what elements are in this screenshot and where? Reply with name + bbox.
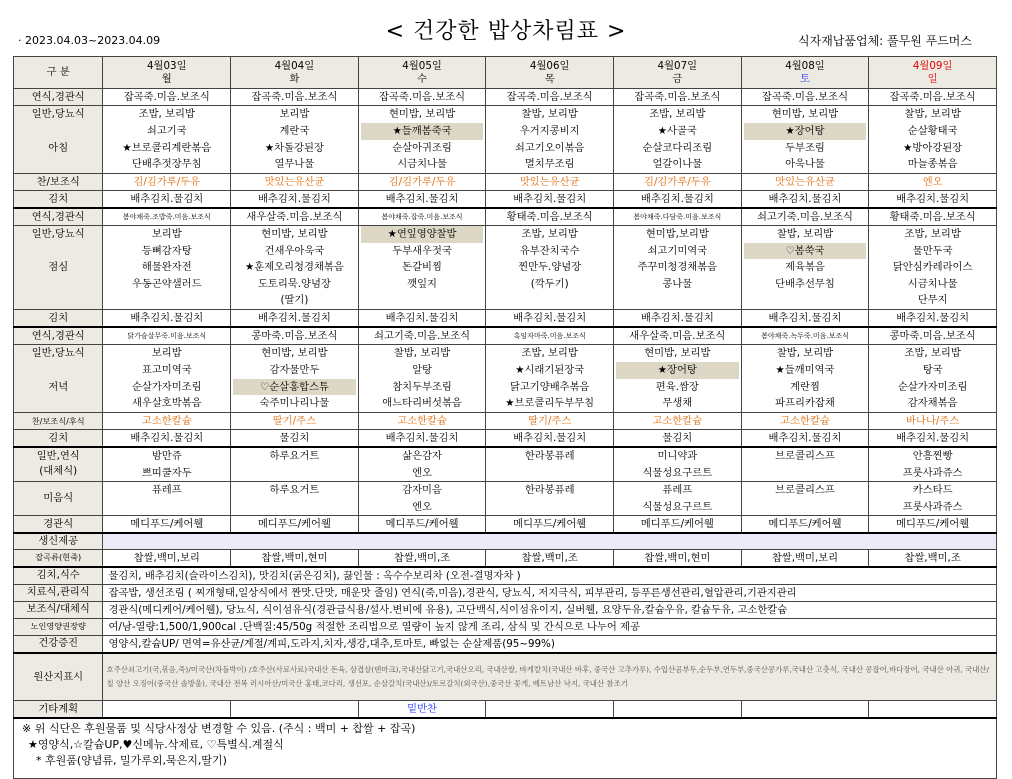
porridge-cell: 잡곡죽.미음.보조식: [741, 89, 869, 106]
grain-cell: 찹쌀,백미,조: [869, 549, 997, 567]
tube-cell: 메디푸드/케어웰: [614, 516, 742, 534]
kimchi-cell: 배추김치.물김치: [741, 430, 869, 448]
page-title: < 건강한 밥상차림표 >: [385, 19, 627, 44]
snack-cell: 맛있는유산균: [486, 174, 614, 191]
menu-cell: 찰밥, 보리밥 ★들깨미역국 계란찜 파프리카잡채: [741, 345, 869, 413]
kimchi-cell: 배추김치.물김치: [741, 310, 869, 328]
tube-feeding-row: [14, 516, 997, 534]
day-header-fri: 4월07일 금: [614, 57, 742, 89]
mieum-cell: 한라봉퓨레: [486, 482, 614, 516]
tube-cell: 메디푸드/케어웰: [358, 516, 486, 534]
porridge-cell: 봄야채죽.조밥죽.미음.보조식: [103, 208, 231, 226]
kimchi-cell: 배추김치.물김치: [614, 191, 742, 209]
grain-cell: 찹쌀,백미,보리: [103, 549, 231, 567]
plan-cell: [869, 701, 997, 719]
other-plan-row: [14, 701, 997, 719]
row-label: 김치,식수: [14, 567, 103, 585]
tube-cell: 메디푸드/케어웰: [231, 516, 359, 534]
porridge-cell: 잡곡죽.미음.보조식: [869, 89, 997, 106]
menu-cell: 조밥, 보리밥 물만두국 닭안심카레라이스 시금치나물 단무지: [869, 226, 997, 310]
kimchi-cell: 배추김치.물김치: [869, 191, 997, 209]
kimchi-cell: 물김치: [231, 430, 359, 448]
menu-table: [13, 56, 997, 779]
kimchi-cell: 배추김치.물김치: [614, 310, 742, 328]
snack-cell: 김/김가루/두유: [103, 174, 231, 191]
info-text: 경관식(메디케어/케어웰), 당뇨식, 식이섬유식(경관급식용/설사.변비에 유용), 고단백식,식이섬유이지, 실버웰, 요양두유,칼슘우유, 칼슘두유, 고소한칼슘: [103, 601, 997, 618]
menu-cell: 현미밥, 보리밥 ★장어탕 편육.쌈장 무생채: [614, 345, 742, 413]
day-header-tue: 4월04일 화: [231, 57, 359, 89]
row-label: 일반,당뇨식 점심: [14, 226, 103, 310]
lunch-main-row: [14, 226, 997, 310]
row-label: 찬/보조식/후식: [14, 413, 103, 430]
menu-cell: 현미밥,보리밥 쇠고기미역국 주꾸미청경채볶음 콩나물: [614, 226, 742, 310]
row-label: 생신제공: [14, 533, 103, 549]
grain-cell: 찹쌀,백미,조: [358, 549, 486, 567]
row-label: 잡곡류(현죽): [14, 549, 103, 567]
porridge-cell: 잡곡죽.미음.보조식: [358, 89, 486, 106]
day-header-sat: 4월08일 토: [741, 57, 869, 89]
dinner-kimchi-row: [14, 430, 997, 448]
notes-line: ※ 위 식단은 후원물품 및 식당사정상 변경할 수 있음. (주식 : 백미 + 찹쌀 + 잡곡): [22, 722, 416, 736]
kimchi-cell: 배추김치.물김치: [103, 430, 231, 448]
mieum-cell: 감자미음 엔오: [358, 482, 486, 516]
alt-cell: 브로콜리스프: [741, 447, 869, 482]
kimchi-cell: 배추김치.물김치: [869, 430, 997, 448]
row-label: 김치: [14, 430, 103, 448]
alt-cell: 하루요거트: [231, 447, 359, 482]
row-label: 김치: [14, 310, 103, 328]
plan-cell: [486, 701, 614, 719]
kimchi-cell: 배추김치.물김치: [486, 430, 614, 448]
notes-line: * 후원품(양념류, 밀가루외,묵은지,딸기): [36, 754, 227, 768]
grain-cell: 찹쌀,백미,조: [486, 549, 614, 567]
porridge-cell: 새우살죽.미음.보조식: [614, 327, 742, 345]
info-text: 여/남-열량:1,500/1,900cal .단백질:45/50g 적절한 조리법으로 열량이 높지 않게 조리, 삼식 및 간식으로 나누어 제공: [103, 618, 997, 635]
porridge-cell: 잡곡죽.미음.보조식: [614, 89, 742, 106]
menu-cell: ★연잎영양찰밥 두부새우젓국 돈갈비찜 깻잎지: [358, 226, 486, 310]
info-row-kimchi: [14, 567, 997, 585]
porridge-cell: 봄야채죽.녹두죽.미음.보조식: [741, 327, 869, 345]
lunch-kimchi-row: [14, 310, 997, 328]
menu-cell: 찰밥, 보리밥 ♡봄쑥국 제육볶음 단배추선무침: [741, 226, 869, 310]
porridge-cell: 쇠고기죽.미음.보조식: [741, 208, 869, 226]
porridge-cell: 잡곡죽.미음.보조식: [103, 89, 231, 106]
plan-cell: 밑반찬: [358, 701, 486, 719]
porridge-cell: 닭가슴살무죽.미음.보조식: [103, 327, 231, 345]
tube-cell: 메디푸드/케어웰: [103, 516, 231, 534]
kimchi-cell: 배추김치.물김치: [103, 310, 231, 328]
snack-cell: 딸기/주스: [486, 413, 614, 430]
kimchi-cell: 물김치: [614, 430, 742, 448]
day-header-thu: 4월06일 목: [486, 57, 614, 89]
breakfast-main-row: [14, 106, 997, 174]
menu-cell: 보리밥 등뼈감자탕 해물완자전 우동곤약샐러드: [103, 226, 231, 310]
kimchi-cell: 배추김치.물김치: [358, 430, 486, 448]
dinner-snack-row: [14, 413, 997, 430]
header-row: [14, 57, 997, 89]
menu-cell: 조밥, 보리밥 쇠고기국 ★브로콜리계란볶음 단배추젓장무침: [103, 106, 231, 174]
porridge-cell: 흑임자마죽.미음.보조식: [486, 327, 614, 345]
dinner-main-row: [14, 345, 997, 413]
kimchi-cell: 배추김치.물김치: [869, 310, 997, 328]
menu-cell: 현미밥, 보리밥 ★장어탕 두부조림 아욱나물: [741, 106, 869, 174]
row-label: 보조식/대체식: [14, 601, 103, 618]
notes: [14, 718, 997, 778]
porridge-cell: 쇠고기죽.미음.보조식: [358, 327, 486, 345]
mieum-row: [14, 482, 997, 516]
porridge-cell: 새우살죽.미음.보조식: [231, 208, 359, 226]
grain-cell: 찹쌀,백미,보리: [741, 549, 869, 567]
header-label: 구 분: [14, 57, 103, 89]
supplier-info: 식자재납품업체: 풀무원 푸드머스: [798, 34, 972, 48]
plan-cell: [231, 701, 359, 719]
menu-cell: 찰밥, 보리밥 우거지콩비지 쇠고기오이볶음 멸치무조림: [486, 106, 614, 174]
mieum-cell: 카스타드 프룻사과쥬스: [869, 482, 997, 516]
snack-cell: 고소한칼슘: [103, 413, 231, 430]
row-label: 일반,당뇨식 저녁: [14, 345, 103, 413]
menu-cell: 현미밥, 보리밥 건새우아욱국 ★훈제오리청경채볶음 도토리묵.양념장 (딸기): [231, 226, 359, 310]
info-row-health: [14, 635, 997, 653]
grain-row: [14, 549, 997, 567]
porridge-cell: 잡곡죽.미음.보조식: [231, 89, 359, 106]
plan-cell: [103, 701, 231, 719]
breakfast-snack-row: [14, 174, 997, 191]
kimchi-cell: 배추김치.물김치: [231, 191, 359, 209]
birthday-cell: [103, 533, 997, 549]
notes-row: [14, 718, 997, 778]
info-row-nutrition: [14, 618, 997, 635]
row-label: 일반,연식 (대체식): [14, 447, 103, 482]
porridge-cell: 봄야채죽.다담죽.미음.보조식: [614, 208, 742, 226]
menu-cell: 현미밥, 보리밥 ★들깨봄죽국 순살아귀조림 시금치나물: [358, 106, 486, 174]
origin-row: [14, 653, 997, 701]
birthday-row: [14, 533, 997, 549]
porridge-cell: 봄야채죽.잡죽.미음.보조식: [358, 208, 486, 226]
menu-cell: 찰밥, 보리밥 순살황태국 ★방아강된장 마늘종볶음: [869, 106, 997, 174]
row-label: 치료식,관리식: [14, 584, 103, 601]
row-label: 기타계획: [14, 701, 103, 719]
mieum-cell: 하루요거트: [231, 482, 359, 516]
menu-cell: 찰밥, 보리밥 알탕 참치두부조림 애느타리버섯볶음: [358, 345, 486, 413]
day-header-sun: 4월09일 일: [869, 57, 997, 89]
menu-cell: 조밥, 보리밥 탕국 순살가자미조림 감자채볶음: [869, 345, 997, 413]
menu-period: · 2023.04.03~2023.04.09: [18, 34, 161, 47]
snack-cell: 김/김가루/두유: [614, 174, 742, 191]
menu-cell: 조밥, 보리밥 유부잔치국수 찐만두.양념장 (깍두기): [486, 226, 614, 310]
info-text: 잡곡밥, 생선조림 ( 찌개형태,일상식에서 짠맛.단맛, 매운맛 줄임) 연식(죽,미음),경관식, 당뇨식, 저지극식, 피부관리, 등푸른생선관리,혈압관리,기관지관리: [103, 584, 997, 601]
snack-cell: 맛있는유산균: [231, 174, 359, 191]
notes-line: ★영양식,☆칼슘UP,♥신메뉴.삭제료, ♡특별식.계절식: [28, 738, 284, 752]
menu-cell: 보리밥 표고미역국 순살가자미조림 새우살호박볶음: [103, 345, 231, 413]
origin-text: 호주산쇠고기(국,볶음,죽)/미국산(차돌박이) /호주산(사료사료)국내산 돈육, 삼겹살(덴마크),국내산닭고기,국내산오리, 국내산쌀, 바게칼치(국내산 바후, 중국산 고추가루), 수입산곰부두,순두부,연두부,중국산콩가루,국내산 고춧식, 국내산 콩잡어,바다장어, 국내산 아귀, 국내산/칠 양산 오징어(중국산 솔방울), 국내산 전복 러시아산/미국산 홍태,코다리, 생선포, 순살갈치(국내산)/토르갈치(외국산),중국산 꽃게, 베트남산 낙지, 국내산 참조기: [103, 653, 997, 701]
row-label: 연식,경관식: [14, 208, 103, 226]
row-label: 노인영양권장량: [14, 618, 103, 635]
plan-cell: [614, 701, 742, 719]
snack-cell: 엔오: [869, 174, 997, 191]
lunch-porridge-row: [14, 208, 997, 226]
row-label: 미음식: [14, 482, 103, 516]
snack-cell: 고소한칼슘: [614, 413, 742, 430]
porridge-cell: 콩마죽.미음.보조식: [231, 327, 359, 345]
mieum-cell: 브로콜리스프: [741, 482, 869, 516]
alt-cell: 미니약과 식물성요구르트: [614, 447, 742, 482]
porridge-cell: 잡곡죽.미음.보조식: [486, 89, 614, 106]
dinner-porridge-row: [14, 327, 997, 345]
snack-cell: 고소한칼슘: [358, 413, 486, 430]
porridge-cell: 콩마죽.미음.보조식: [869, 327, 997, 345]
grain-cell: 찹쌀,백미,현미: [614, 549, 742, 567]
menu-cell: 보리밥 계란국 ★차돌강된장 열무나물: [231, 106, 359, 174]
snack-cell: 바나나/주스: [869, 413, 997, 430]
row-label: 원산지표시: [14, 653, 103, 701]
porridge-cell: 황태죽.미음.보조식: [486, 208, 614, 226]
kimchi-cell: 배추김치.물김치: [231, 310, 359, 328]
row-label: 김치: [14, 191, 103, 209]
menu-cell: 현미밥, 보리밥 감자물만두 ♡순살홍합스튜 숙주미나리나물: [231, 345, 359, 413]
info-text: 영양식,칼슘UP/ 면역=유산균/계절/계피,도라지,치자,생강,대추,토마토, 빠없는 순살제품(95~99%): [103, 635, 997, 653]
tube-cell: 메디푸드/케어웰: [486, 516, 614, 534]
day-header-wed: 4월05일 수: [358, 57, 486, 89]
tube-cell: 메디푸드/케어웰: [869, 516, 997, 534]
row-label: 찬/보조식: [14, 174, 103, 191]
kimchi-cell: 배추김치.물김치: [358, 310, 486, 328]
row-label: 일반,당뇨식 아침: [14, 106, 103, 174]
menu-cell: 조밥, 보리밥 ★사골국 순살코다리조림 얼갈이나물: [614, 106, 742, 174]
menu-cell: 조밥, 보리밥 ★시래기된장국 닭고기양배추볶음 ★브로콜리두부무침: [486, 345, 614, 413]
alternate-meal-row: [14, 447, 997, 482]
alt-cell: 한라봉퓨레: [486, 447, 614, 482]
snack-cell: 딸기/주스: [231, 413, 359, 430]
porridge-cell: 황태죽.미음.보조식: [869, 208, 997, 226]
grain-cell: 찹쌀,백미,현미: [231, 549, 359, 567]
breakfast-porridge-row: [14, 89, 997, 106]
row-label: 건강증진: [14, 635, 103, 653]
mieum-cell: 퓨레프 식물성요구르트: [614, 482, 742, 516]
alt-cell: 삶은감자 엔오: [358, 447, 486, 482]
row-label: 연식,경관식: [14, 327, 103, 345]
kimchi-cell: 배추김치.물김치: [358, 191, 486, 209]
kimchi-cell: 배추김치.물김치: [103, 191, 231, 209]
kimchi-cell: 배추김치.물김치: [486, 310, 614, 328]
kimchi-cell: 배추김치.물김치: [741, 191, 869, 209]
row-label: 연식,경관식: [14, 89, 103, 106]
breakfast-kimchi-row: [14, 191, 997, 209]
tube-cell: 메디푸드/케어웰: [741, 516, 869, 534]
info-row-treatment: [14, 584, 997, 601]
row-label: 경관식: [14, 516, 103, 534]
info-row-supplement: [14, 601, 997, 618]
alt-cell: 밤만쥬 쁘띠쿨자두: [103, 447, 231, 482]
alt-cell: 안흥찐빵 프룻사과쥬스: [869, 447, 997, 482]
mieum-cell: 퓨레프: [103, 482, 231, 516]
snack-cell: 김/김가루/두유: [358, 174, 486, 191]
snack-cell: 고소한칼슘: [741, 413, 869, 430]
kimchi-cell: 배추김치.물김치: [486, 191, 614, 209]
day-header-mon: 4월03일 월: [103, 57, 231, 89]
plan-cell: [741, 701, 869, 719]
snack-cell: 맛있는유산균: [741, 174, 869, 191]
info-text: 물김치, 배추김치(슬라이스김치), 맛김치(굵은김치), 끓인물 : 옥수수보리차 (오전-결명자차 ): [103, 567, 997, 585]
